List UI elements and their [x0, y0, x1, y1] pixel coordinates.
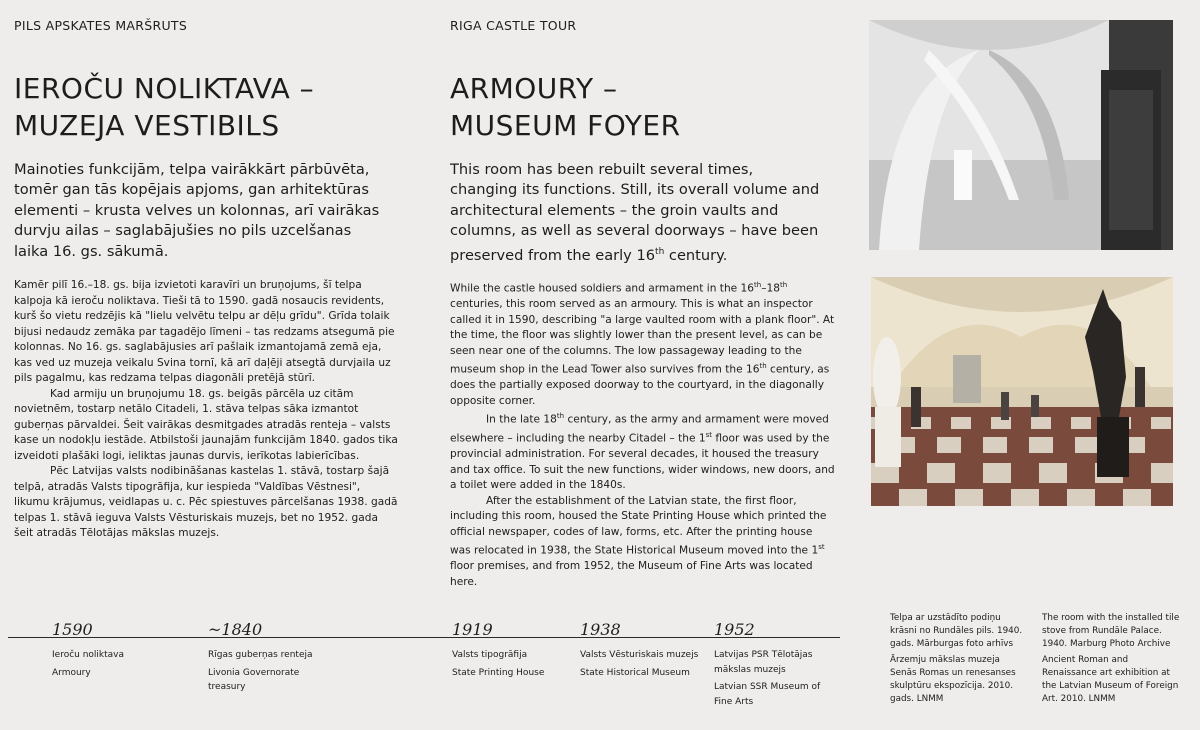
photo-sculpture-exhibition-2010	[871, 277, 1173, 506]
body-lv-paragraph: Kamēr pilī 16.–18. gs. bija izvietoti karavīri un bruņojums, šī telpa kalpoja kā ieroču noliktava. Tieši tā to 1590. gadā nosaucis revidents, kurš šo vietu redzējis kā "lielu velvētu telpu ar dēļu grīdu". Grīda tolaik bijusi nedaudz zemāka par tagadējo līmeni – tas redzams atsegumā pie kolonnas. No 16. gs. saglabājusies arī pašlaik izmantojamā zemā eja, kas ved uz muzeja veikalu Svina tornī, kā arī daļēji atsegtā durvjaila uz pils pagalmu, kas redzama telpas diagonāli pretējā stūrī.	[14, 279, 395, 384]
title-en	[450, 70, 681, 144]
kicker-lv: PILS APSKATES MARŠRUTS	[14, 18, 188, 33]
lead-en	[450, 160, 820, 266]
lead-en-sup: th	[655, 246, 665, 257]
timeline-entry-lv: Valsts Vēsturiskais muzejs	[580, 650, 699, 660]
body-en-paragraph	[450, 409, 836, 494]
timeline-year: ~1840	[208, 620, 263, 639]
captions-en	[1042, 612, 1182, 706]
timeline-entry-lv: Ieroču noliktava	[52, 650, 125, 660]
timeline-entry	[580, 648, 705, 683]
body-lv-paragraph: Pēc Latvijas valsts nodibināšanas kastelas 1. stāvā, tostarp šajā telpā, atradās Valsts tipogrāfija, kur iespieda "Valdības Vēstnesi", likumu krājumus, veidlapas u. c. Pēc spiestuves pārcelšanas 1938. gadā telpas 1. stāvā ieguva Valsts Vēsturiskais muzejs, bet no 1952. gada šeit atradās Tēlotājas mākslas muzejs.	[14, 465, 398, 539]
body-en-paragraph	[450, 278, 836, 409]
body-lv	[14, 278, 398, 542]
title-lv-line-1: IEROČU NOLIKTAVA –	[14, 72, 315, 105]
captions-lv	[890, 612, 1028, 706]
paragraph-text: After the establishment of the Latvian state, the first floor, including this room, housed the State Printing House which printed the official newspaper, codes of law, forms, etc. After the printing house was relocated in 1938, the State Historical Museum moved into the 1	[450, 494, 827, 557]
timeline-entry	[714, 648, 839, 712]
timeline-entry	[52, 648, 192, 683]
paragraph-text: century, as does the partially exposed doorway to the courtyard, in the diagonally opposite corner.	[450, 363, 830, 407]
paragraph-text: While the castle housed soldiers and armament in the 16	[450, 282, 755, 295]
body-lv-paragraph: Kad armiju un bruņojumu 18. gs. beigās pārcēla uz citām novietnēm, tostarp netālo Citadeli, 1. stāva telpas sāka izmantot guberņas pārvaldei. Šeit vairākas desmitgades atradās renteja – valsts kase un nodokļu iestāde. Atbilstoši jaunajām funkcijām 1840. gados tika izveidoti plašāki logi, ieliktas jaunas durvis, ierīkotas labierīcības.	[14, 387, 398, 462]
paragraph-text: centuries, this room served as an armoury. This is what an inspector called it in 1590, describing "a large vaulted room with a plank floor". At the time, the floor was slightly lower than the present level, as can be seen near one of the columns. The low passageway leading to the museum shop in the Lead Tower also survives from the 16	[450, 298, 835, 376]
timeline-year: 1952	[714, 620, 755, 639]
timeline-year: 1919	[452, 620, 493, 639]
ordinal-sup: st	[705, 431, 712, 440]
lead-en-end: century.	[664, 246, 728, 264]
body-en	[450, 278, 836, 590]
timeline-year: 1938	[580, 620, 621, 639]
ordinal-sup: th	[780, 281, 788, 289]
photo-vaulted-room-1940	[869, 20, 1173, 250]
caption-lv-photo-1: Telpa ar uzstādīto podiņu krāsni no Rundāles pils. 1940. gads. Mārburgas foto arhīvs	[890, 613, 1023, 649]
paragraph-text: –18	[761, 282, 781, 295]
timeline-entry-en: Livonia Governorate treasury	[208, 667, 300, 692]
timeline-entry	[208, 648, 338, 698]
title-lv-line-2: MUZEJA VESTIBILS	[14, 109, 280, 142]
paragraph-text: century, as the army and armament were moved elsewhere – including the nearby Citadel – the 1	[450, 413, 829, 445]
ordinal-sup: th	[754, 281, 762, 289]
caption-lv-photo-2: Ārzemju mākslas muzeja Senās Romas un renesanses skulptūru ekspozīcija. 2010. gads. LNMM	[890, 655, 1016, 704]
paragraph-text: In the late 18	[486, 413, 557, 426]
body-en-paragraph	[450, 494, 836, 591]
timeline-year: 1590	[52, 620, 93, 639]
lead-lv: Mainoties funkcijām, telpa vairākkārt pārbūvēta, tomēr gan tās kopējais apjoms, gan arhitektūras elementi – krusta velves un kolonnas, arī vairākas durvju ailas – saglabājušies no pils uzcelšanas laika 16. gs. sākumā.	[14, 161, 380, 260]
timeline-entry	[452, 648, 572, 683]
timeline-entry-en: Latvian SSR Museum of Fine Arts	[714, 682, 821, 707]
timeline-entry-en: Armoury	[52, 667, 91, 678]
caption-en-photo-1: The room with the installed tile stove from Rundāle Palace. 1940. Marburg Photo Archive	[1042, 613, 1180, 649]
title-en-line-2: MUSEUM FOYER	[450, 109, 681, 142]
timeline-entry-en: State Printing House	[452, 667, 545, 678]
caption-en-photo-2: Ancient Roman and Renaissance art exhibition at the Latvian Museum of Foreign Art. 2010. LNMM	[1042, 655, 1179, 704]
timeline-entry-lv: Valsts tipogrāfija	[452, 650, 528, 660]
ordinal-sup: st	[818, 543, 825, 552]
paragraph-text: floor was used by the provincial administration. For several decades, it housed the treasury and tax office. To suit the new functions, wider windows, new doors, and a toilet were added in the 1840s.	[450, 432, 835, 492]
timeline-entry-en: State Historical Museum	[580, 667, 690, 678]
paragraph-text: floor premises, and from 1952, the Museum of Fine Arts was located here.	[450, 560, 813, 588]
ordinal-sup: th	[556, 412, 565, 421]
title-en-line-1: ARMOURY –	[450, 72, 618, 105]
title-lv	[14, 70, 314, 144]
ordinal-sup: th	[759, 362, 767, 371]
lead-en-text: This room has been rebuilt several times, changing its functions. Still, its overall volume and architectural elements – the groin vaults and columns, as well as several doorways – have been preserved from the early 16	[450, 161, 820, 264]
kicker-en: RIGA CASTLE TOUR	[450, 18, 577, 33]
timeline-entry-lv: Latvijas PSR Tēlotājas mākslas muzejs	[714, 650, 813, 675]
timeline-entry-lv: Rīgas guberņas renteja	[208, 650, 313, 660]
